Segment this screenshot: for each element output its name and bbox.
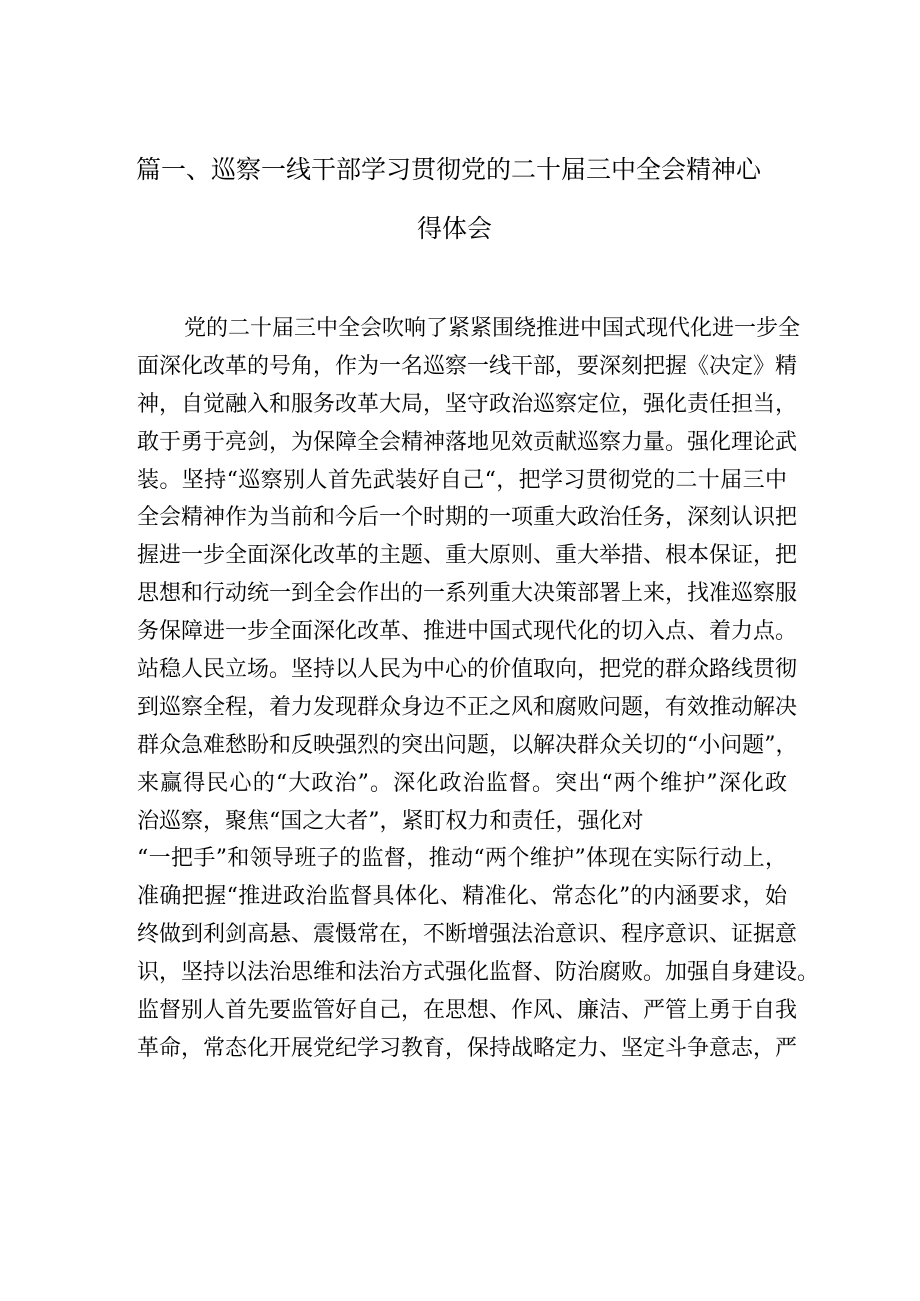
- body-line: 面深化改革的号角，作为一名巡察一线干部，要深刻把握《决定》精: [137, 353, 798, 379]
- body-line: 终做到利剑高悬、震慑常在，不断增强法治意识、程序意识、证据意: [137, 922, 798, 948]
- document-title-line-2: 得体会: [417, 214, 493, 243]
- body-line: 识，坚持以法治思维和法治方式强化监督、防治腐败。加强自身建设。: [137, 960, 820, 986]
- body-line: 革命，常态化开展党纪学习教育，保持战略定力、坚定斗争意志，严: [137, 1035, 798, 1061]
- body-line: 准确把握“推进政治监督具体化、精准化、常态化”的内涵要求，始: [137, 884, 787, 910]
- document-body: [137, 310, 820, 1068]
- document-title-line-1: 篇一、巡察一线干部学习贯彻党的二十届三中全会精神心: [136, 155, 762, 184]
- body-line: 到巡察全程，着力发现群众身边不正之风和腐败问题，有效推动解决: [137, 694, 798, 720]
- body-line: 神，自觉融入和服务改革大局，坚守政治巡察定位，强化责任担当，: [137, 391, 798, 417]
- body-line: 来赢得民心的“大政治”。深化政治监督。突出“两个维护”深化政: [137, 770, 787, 796]
- body-line: 站稳人民立场。坚持以人民为中心的价值取向，把党的群众路线贯彻: [137, 657, 798, 683]
- body-line: 务保障进一步全面深化改革、推进中国式现代化的切入点、着力点。: [137, 619, 798, 645]
- body-line: 装。坚持“巡察别人首先武装好自己“，把学习贯彻党的二十届三中: [137, 467, 787, 493]
- body-line: 监督别人首先要监管好自己，在思想、作风、廉洁、严管上勇于自我: [137, 998, 798, 1024]
- body-line: 思想和行动统一到全会作出的一系列重大决策部署上来，找准巡察服: [137, 581, 798, 607]
- body-line: 敢于勇于亮剑，为保障全会精神落地见效贡献巡察力量。强化理论武: [137, 429, 798, 455]
- body-line: 治巡察，聚焦“国之大者”，紧盯权力和责任，强化对: [137, 808, 644, 834]
- body-line: 群众急难愁盼和反映强烈的突出问题，以解决群众关切的“小问题”，: [137, 732, 798, 758]
- body-line: “一把手”和领导班子的监督，推动“两个维护”体现在实际行动上，: [137, 846, 787, 872]
- body-line: 握进一步全面深化改革的主题、重大原则、重大举措、根本保证，把: [137, 543, 798, 569]
- body-line: 党的二十届三中全会吹响了紧紧围绕推进中国式现代化进一步全: [184, 316, 801, 341]
- body-line: 全会精神作为当前和今后一个时期的一项重大政治任务，深刻认识把: [137, 505, 798, 531]
